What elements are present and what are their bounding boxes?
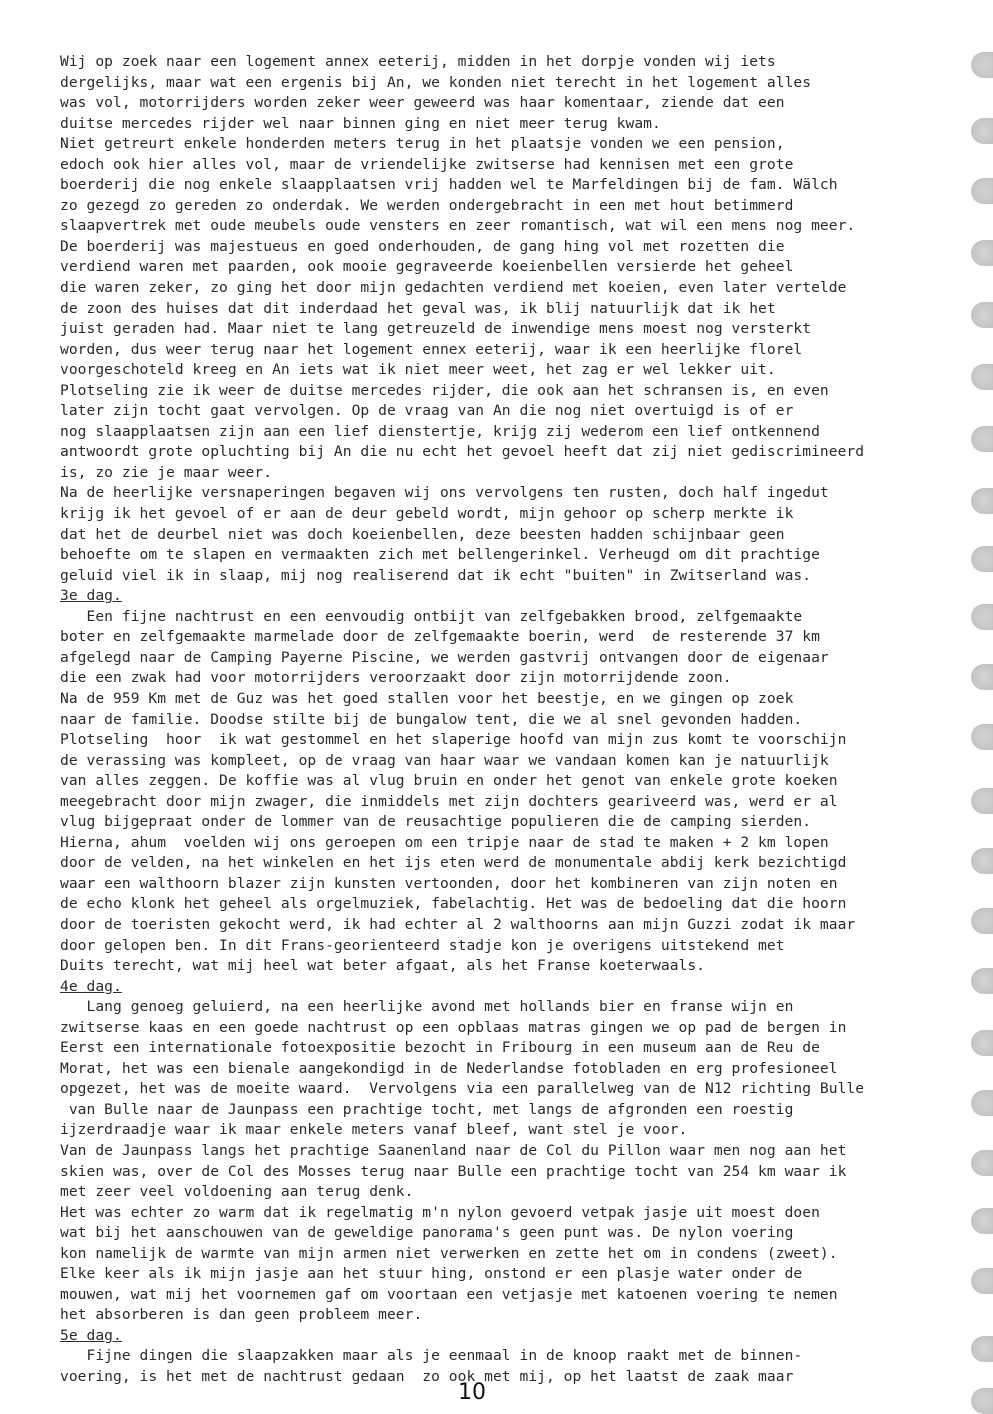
text-line: die waren zeker, zo ging het door mijn gedachten verdiend met koeien, even later vertelde (60, 279, 847, 297)
punch-hole (971, 664, 993, 690)
text-line: Fijne dingen die slaapzakken maar als je eenmaal in de knoop raakt met de binnen- (60, 1347, 803, 1365)
text-line: Plotseling zie ik weer de duitse mercedes rijder, die ook aan het schransen is, en even (60, 381, 829, 399)
punch-hole (971, 724, 993, 750)
punch-hole (971, 240, 993, 266)
text-line: voorgeschoteld kreeg en An iets wat ik niet meer weet, het zag er wel lekker uit. (60, 361, 776, 379)
text-line: zwitserse kaas en een goede nachtrust op een opblaas matras gingen we op pad de bergen in (60, 1018, 847, 1036)
punch-hole (971, 788, 993, 814)
text-line: vlug bijgepraat onder de lommer van de reusachtige populieren die de camping sierden. (60, 813, 812, 831)
text-line: Wij op zoek naar een logement annex eeterij, midden in het dorpje vonden wij iets (60, 53, 776, 70)
page-number: 10 (458, 1380, 486, 1405)
punch-hole (971, 1388, 993, 1414)
punch-hole (971, 426, 993, 452)
text-line: worden, dus weer terug naar het logement ennex eeterij, waar ik een heerlijke florel (60, 340, 803, 358)
binder-holes (963, 0, 993, 1406)
text-line: dergelijks, maar wat een ergenis bij An, we konden niet terecht in het logement alles (60, 73, 812, 91)
text-line: meegebracht door mijn zwager, die inmiddels met zijn dochters geariveerd was, werd er al (60, 792, 838, 810)
text-line: De boerderij was majestueus en goed onderhouden, de gang hing vol met rozetten die (60, 237, 785, 255)
punch-hole (971, 604, 993, 630)
text-line: dat het de deurbel niet was doch koeienbellen, deze beesten hadden schijnbaar geen (60, 525, 785, 543)
text-line: boter en zelfgemaakte marmelade door de zelfgemaakte boerin, werd de resterende 37 km (60, 628, 820, 646)
text-line: nog slaapplaatsen zijn aan een lief dienstertje, krijg zij wederom een lief ontkennend (60, 422, 820, 440)
text-line: door de velden, na het winkelen en het ijs eten werd de monumentale abdij kerk bezichtigd (60, 854, 847, 872)
text-line: Niet getreurt enkele honderden meters terug in het plaatsje vonden we een pension, (60, 135, 785, 153)
punch-hole (971, 364, 993, 390)
text-line: boerderij die nog enkele slaapplaatsen vrij hadden wel te Marfeldingen bij de fam. Wälch (60, 176, 838, 194)
text-line: was vol, motorrijders worden zeker weer geweerd was haar komentaar, ziende dat een (60, 94, 785, 112)
text-line: afgelegd naar de Camping Payerne Piscine, we werden gastvrij ontvangen door de eigenaar (60, 648, 829, 666)
text-line: behoefte om te slapen en vermaakten zich met bellengerinkel. Verheugd om dit prachtige (60, 546, 820, 564)
text-line: waar een walthoorn blazer zijn kunsten vertoonden, door het kombineren van zijn noten en (60, 874, 838, 892)
punch-hole (971, 848, 993, 874)
day-heading: 4e dag. (60, 977, 122, 995)
day-heading: 3e dag. (60, 587, 122, 605)
text-line: de zoon des huises dat dit inderdaad het geval was, ik blij natuurlijk dat ik het (60, 299, 776, 317)
text-line: door de toeristen gekocht werd, ik had echter al 2 walthoorns aan mijn Guzzi zodat ik maar (60, 915, 856, 933)
text-line: duitse mercedes rijder wel naar binnen ging en niet meer terug kwam. (60, 114, 661, 132)
text-line: Eerst een internationale fotoexpositie bezocht in Fribourg in een museum aan de Reu de (60, 1039, 820, 1057)
text-line: Hierna, ahum voelden wij ons geroepen om een tripje naar de stad te maken + 2 km lopen (60, 833, 829, 851)
text-line: antwoordt grote opluchting bij An die nu echt het gevoel heeft dat zij niet gediscrimineerd (60, 443, 865, 461)
text-line: verdiend waren met paarden, ook mooie gegraveerde koeienbellen versierde het geheel (60, 258, 794, 276)
text-line: skien was, over de Col des Mosses terug naar Bulle een prachtige tocht van 254 km waar ik (60, 1162, 847, 1180)
punch-hole (971, 546, 993, 572)
punch-hole (971, 1090, 993, 1116)
text-line: wat bij het aanschouwen van de geweldige panorama's geen punt was. De nylon voering (60, 1224, 794, 1242)
punch-hole (971, 1208, 993, 1234)
text-line: Morat, het was een bienale aangekondigd in de Nederlandse fotobladen en erg profesioneel (60, 1059, 838, 1077)
punch-hole (971, 1150, 993, 1176)
text-line: juist geraden had. Maar niet te lang getreuzeld de inwendige mens moest nog versterkt (60, 320, 812, 338)
punch-hole (971, 52, 993, 78)
text-line: voering, is het met de nachtrust gedaan zo ook met mij, op het laatst de zaak maar (60, 1368, 794, 1385)
body-text (60, 52, 972, 1388)
text-line: van Bulle naar de Jaunpass een prachtige tocht, met langs de afgronden een roestig (60, 1100, 794, 1118)
text-line: Lang genoeg geluierd, na een heerlijke avond met hollands bier en franse wijn en (60, 998, 794, 1016)
text-line: mouwen, wat mij het voornemen gaf om voortaan een vetjasje met katoenen voering te nemen (60, 1285, 838, 1303)
text-line: van alles zeggen. De koffie was al vlug bruin en onder het genot van enkele grote koeken (60, 772, 838, 790)
text-line: later zijn tocht gaat vervolgen. Op de vraag van An die nog niet overtuigd is of er (60, 402, 794, 420)
text-line: Na de heerlijke versnaperingen begaven wij ons vervolgens ten rusten, doch half ingedut (60, 484, 829, 502)
text-line: Na de 959 Km met de Guz was het goed stallen voor het beestje, en we gingen op zoek (60, 689, 794, 707)
text-line: Een fijne nachtrust en een eenvoudig ontbijt van zelfgebakken brood, zelfgemaakte (60, 607, 803, 625)
text-line: Duits terecht, wat mij heel wat beter afgaat, als het Franse koeterwaals. (60, 957, 706, 975)
text-line: Elke keer als ik mijn jasje aan het stuur hing, onstond er een plasje water onder de (60, 1265, 803, 1283)
text-line: Van de Jaunpass langs het prachtige Saanenland naar de Col du Pillon waar men nog aan het (60, 1141, 847, 1159)
text-line: opgezet, het was de moeite waard. Vervolgens via een parallelweg van de N12 richting Bulle (60, 1080, 865, 1098)
text-line: naar de familie. Doodse stilte bij de bungalow tent, die we al snel gevonden hadden. (60, 710, 803, 728)
text-line: kon namelijk de warmte van mijn armen niet verwerken en zette het om in condens (zweet). (60, 1244, 838, 1262)
day-heading: 5e dag. (60, 1326, 122, 1344)
text-line: ijzerdraadje waar ik maar enkele meters vanaf bleef, want stel je voor. (60, 1121, 688, 1139)
text-line: slaapvertrek met oude meubels oude vensters en zeer romantisch, wat wil een mens nog meer. (60, 217, 856, 235)
punch-hole (971, 968, 993, 994)
text-line: met zeer veel voldoening aan terug denk. (60, 1183, 414, 1201)
text-line: geluid viel ik in slaap, mij nog realiserend dat ik echt "buiten" in Zwitserland was. (60, 566, 812, 584)
punch-hole (971, 1268, 993, 1294)
punch-hole (971, 1336, 993, 1362)
punch-hole (971, 302, 993, 328)
text-line: edoch ook hier alles vol, maar de vriendelijke zwitserse had kennisen met een grote (60, 155, 794, 173)
text-line: Plotseling hoor ik wat gestommel en het slaperige hoofd van mijn zus komt te voorschijn (60, 731, 847, 749)
text-line: is, zo zie je maar weer. (60, 463, 273, 481)
text-line: het absorberen is dan geen probleem meer. (60, 1306, 423, 1324)
text-line: zo gezegd zo gereden zo onderdak. We werden ondergebracht in een met hout betimmerd (60, 196, 794, 214)
text-line: krijg ik het gevoel of er aan de deur gebeld wordt, mijn gehoor op scherp merkte ik (60, 505, 794, 523)
punch-hole (971, 118, 993, 144)
text-line: door gelopen ben. In dit Frans-georienteerd stadje kon je overigens uitstekend met (60, 936, 785, 954)
punch-hole (971, 908, 993, 934)
text-line: de verassing was kompleet, op de vraag van haar waar we vandaan komen kan je natuurlijk (60, 751, 829, 769)
text-line: Het was echter zo warm dat ik regelmatig m'n nylon gevoerd vetpak jasje uit moest doen (60, 1203, 820, 1221)
punch-hole (971, 178, 993, 204)
punch-hole (971, 488, 993, 514)
punch-hole (971, 1030, 993, 1056)
text-line: de echo klonk het geheel als orgelmuziek, fabelachtig. Het was de bedoeling dat die hoorn (60, 895, 847, 913)
text-line: die een zwak had voor motorrijders veroorzaakt door zijn motorrijdende zoon. (60, 669, 732, 687)
